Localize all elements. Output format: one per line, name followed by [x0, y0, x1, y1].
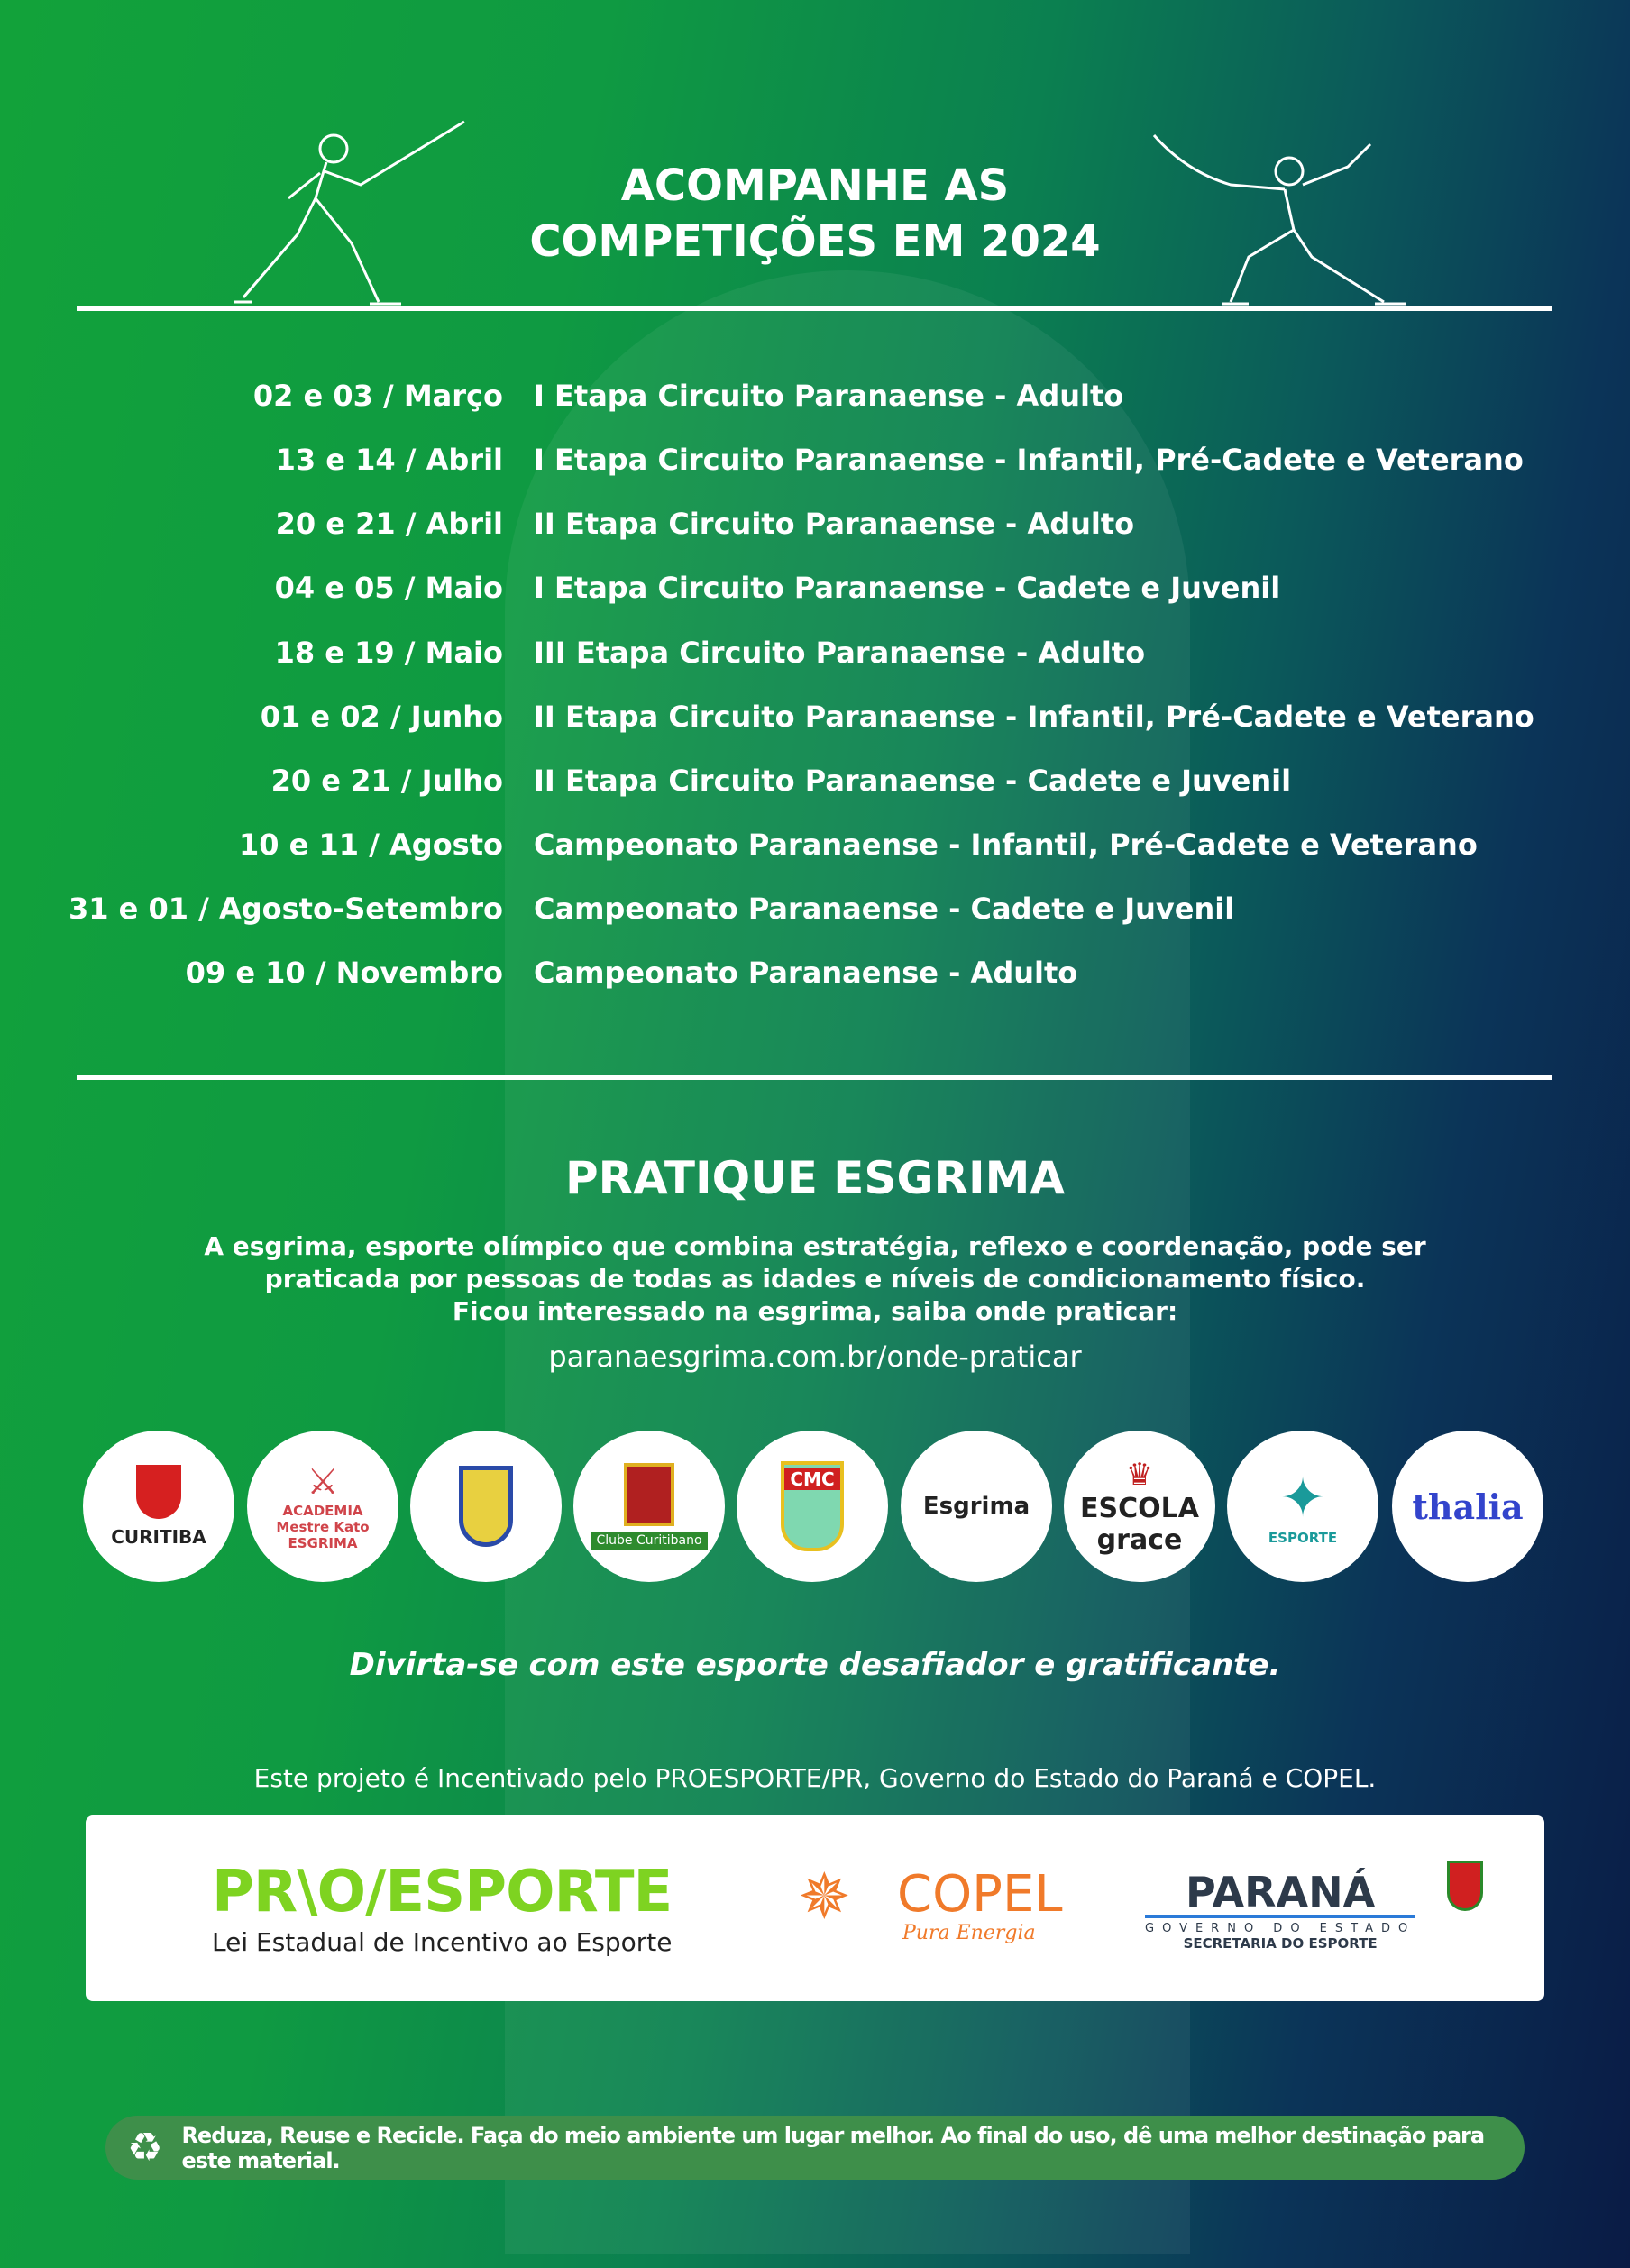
logo-text: ACADEMIA Mestre Kato ESGRIMA [276, 1503, 370, 1551]
event-name: III Etapa Circuito Paranaense - Adulto [534, 636, 1146, 670]
club-logo-curitiba [83, 1431, 234, 1582]
logo-text: CURITIBA [111, 1526, 206, 1548]
event-name: I Etapa Circuito Paranaense - Adulto [534, 379, 1124, 413]
event-name: II Etapa Circuito Paranaense - Infantil, Pré-Cadete e Veterano [534, 700, 1534, 734]
copel-subtitle: Pura Energia [902, 1922, 1036, 1944]
proesporte-wordmark: PR\O/ESPORTE [212, 1859, 673, 1925]
logo-text: ESPORTE [1268, 1530, 1338, 1546]
parana-wordmark: PARANÁ [1145, 1870, 1415, 1918]
event-date: 13 e 14 / Abril [275, 443, 503, 477]
club-logo-thalia [1392, 1431, 1543, 1582]
event-date: 09 e 10 / Novembro [185, 956, 503, 990]
description-line: Ficou interessado na esgrima, saiba onde praticar: [452, 1296, 1178, 1326]
schedule-row [0, 379, 1630, 424]
recycle-banner [105, 2116, 1525, 2180]
parana-logo [1145, 1870, 1415, 1952]
incentive-text: Este projeto é Incentivado pelo PROESPORTE/PR, Governo do Estado do Paraná e COPEL. [253, 1763, 1377, 1793]
event-name: II Etapa Circuito Paranaense - Adulto [534, 507, 1135, 541]
logo-text: Esgrima [922, 1493, 1030, 1520]
coat-of-arms-icon [136, 1465, 181, 1519]
event-name: I Etapa Circuito Paranaense - Cadete e Juvenil [534, 571, 1281, 605]
club-logo-esporte [1227, 1431, 1378, 1582]
schedule-row [0, 892, 1630, 937]
event-date: 18 e 19 / Maio [274, 636, 503, 670]
parana-coat-of-arms-icon [1447, 1861, 1483, 1911]
proesporte-subtitle: Lei Estadual de Incentivo ao Esporte [212, 1927, 673, 1957]
schedule-row [0, 507, 1630, 552]
copel-symbol-icon: ✵ [798, 1860, 851, 1934]
shield-icon [781, 1461, 844, 1551]
club-logo-curitibano [573, 1431, 725, 1582]
logo-text: CMC [784, 1468, 840, 1490]
title-line-2: COMPETIÇÕES EM 2024 [529, 216, 1101, 267]
event-date: 20 e 21 / Abril [275, 507, 503, 541]
club-logo-esgrima [901, 1431, 1052, 1582]
copel-wordmark: COPEL [897, 1865, 1063, 1924]
parana-subtitle: GOVERNO DO ESTADO [1145, 1922, 1416, 1935]
schedule-row [0, 636, 1630, 681]
parana-secretaria: SECRETARIA DO ESPORTE [1183, 1935, 1378, 1952]
copel-logo [897, 1865, 1063, 1944]
club-logo-grace [1064, 1431, 1215, 1582]
sponsor-box [86, 1815, 1544, 2001]
practice-link[interactable]: paranaesgrima.com.br/onde-praticar [548, 1340, 1082, 1374]
fencer-icon: ⚔ [307, 1461, 339, 1503]
event-name: Campeonato Paranaense - Adulto [534, 956, 1078, 990]
club-logo-cmc [737, 1431, 888, 1582]
recycle-icon: ♻ [127, 2125, 162, 2171]
star-icon: ✦ [1279, 1467, 1326, 1530]
divider-middle [77, 1075, 1552, 1080]
tagline: Divirta-se com este esporte desafiador e gratificante. [349, 1647, 1281, 1683]
event-date: 20 e 21 / Julho [270, 764, 503, 798]
recycle-text: Reduza, Reuse e Recicle. Faça do meio ambiente um lugar melhor. Ao final do uso, dê uma melhor destinação para este material. [181, 2122, 1485, 2173]
schedule-row [0, 828, 1630, 873]
club-logo-academia [247, 1431, 398, 1582]
shield-icon [459, 1466, 513, 1547]
event-date: 31 e 01 / Agosto-Setembro [68, 892, 503, 926]
page-title [0, 158, 1630, 270]
event-name: Campeonato Paranaense - Cadete e Juvenil [534, 892, 1235, 926]
event-name: Campeonato Paranaense - Infantil, Pré-Cadete e Veterano [534, 828, 1478, 862]
title-line-1: ACOMPANHE AS [620, 160, 1010, 211]
practice-description [0, 1230, 1630, 1328]
description-line: A esgrima, esporte olímpico que combina estratégia, reflexo e coordenação, pode ser [204, 1231, 1426, 1261]
club-logo-crest [410, 1431, 562, 1582]
shield-icon [624, 1463, 674, 1526]
practice-title: PRATIQUE ESGRIMA [564, 1152, 1066, 1204]
event-date: 10 e 11 / Agosto [239, 828, 503, 862]
event-name: II Etapa Circuito Paranaense - Cadete e Juvenil [534, 764, 1292, 798]
logo-text: ESCOLA grace [1080, 1493, 1199, 1556]
event-date: 04 e 05 / Maio [274, 571, 503, 605]
logo-text: Clube Curitibano [591, 1532, 707, 1550]
schedule-row [0, 700, 1630, 745]
logo-text: thalia [1412, 1486, 1524, 1527]
event-date: 02 e 03 / Março [252, 379, 503, 413]
divider-top [77, 306, 1552, 311]
schedule-row [0, 764, 1630, 809]
proesporte-logo [212, 1859, 673, 1957]
schedule-row [0, 443, 1630, 488]
event-date: 01 e 02 / Junho [260, 700, 503, 734]
schedule-row [0, 571, 1630, 616]
schedule-row [0, 956, 1630, 1001]
event-name: I Etapa Circuito Paranaense - Infantil, Pré-Cadete e Veterano [534, 443, 1524, 477]
description-line: praticada por pessoas de todas as idades e níveis de condicionamento físico. [264, 1264, 1366, 1294]
crown-icon: ♛ [1125, 1457, 1154, 1493]
